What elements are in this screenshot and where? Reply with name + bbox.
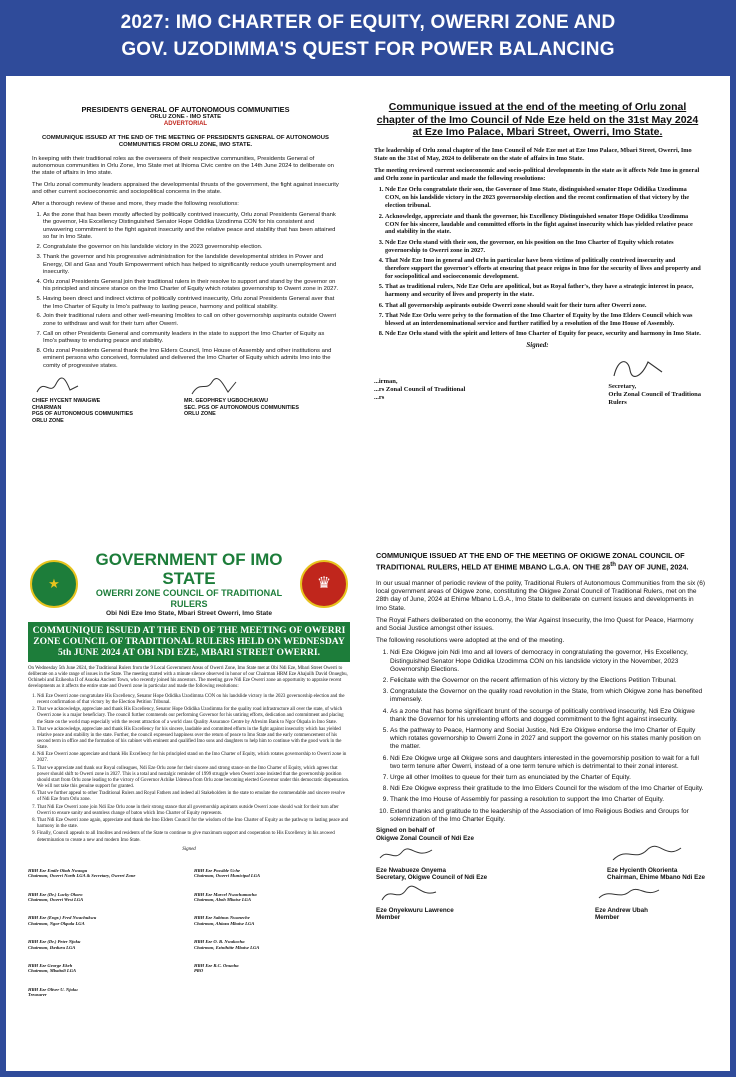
orlu-eze-communique bbox=[360, 95, 715, 537]
signatory-name: HRH Eze Oliver U. Njoku bbox=[28, 986, 78, 992]
signatory-role: Member bbox=[376, 914, 401, 922]
okigwe-para-1: In our usual manner of periodic review of the polity, Traditional Rulers of Autonomous Communities from the six (6) local government areas of Okigwe zone, constituting the Okigwe Zonal Council of Traditional Rulers, met on the 28th day of June, 2024 at Ehime Mbano L.G.A., Imo State to deliberate on current issues and developments in Imo State. bbox=[376, 580, 706, 612]
list-item: 2. That we acknowledge, appreciate and thank His Excellency, Senator Hope Odidika Uzodimma for the quality road infrastructure all over the state, of which Owerri zone is a major beneficiary. The council further commends our performing Governor for his untiring efforts, dedication and commitment and placing the State on the world map especially with the recent attraction of a world class Quality Assurance Centre by Afrexim Bank to Ngor Okpala in Imo State. bbox=[37, 707, 350, 725]
okigwe-heading-text-end: DAY OF JUNE, 2024. bbox=[615, 562, 689, 572]
signature-block bbox=[28, 880, 184, 903]
signatory-zone: ORLU ZONE bbox=[32, 418, 64, 425]
signatory-name: HRH Eze R.C. Onuoha bbox=[194, 962, 239, 968]
signature-block bbox=[376, 844, 487, 882]
signatory-name: HRH Eze O. B. Nwakocha bbox=[194, 939, 245, 945]
signatory-role: SEC. PGS OF AUTONOMOUS COMMUNITIES bbox=[183, 404, 299, 411]
signature-scribble bbox=[608, 356, 668, 380]
list-item: 1. As the zone that has been mostly affected by politically contrived insecurity, Orlu zonal Presidents General thank the governor, His Excellency Distinguished Senator Hope Odidika Uzodinma CON for his consistent and unwavering commitment to the fight against insecurity and the relative peace and stability that has been attained so far in Imo State. bbox=[43, 212, 339, 242]
signatory-org: ...rs bbox=[374, 394, 385, 402]
orlu-pg-para-2: The Orlu zonal community leaders appraised the developmental thrusts of the government, the fight against insecurity and other current socioeconomic and sociopolitical concerns in the state. bbox=[32, 181, 339, 196]
signatory-role: Chairman, Ezinihitte Mbaise LGA bbox=[194, 944, 260, 950]
orlu-pg-title: PRESIDENTS GENERAL OF AUTONOMOUS COMMUNITIES bbox=[81, 105, 290, 114]
owerri-resolutions bbox=[37, 694, 350, 844]
signatory-role: Chairman, Ehime Mbano Ndi Eze bbox=[607, 874, 705, 882]
signatory-role: Chairman, Owerri Municipal LGA bbox=[194, 873, 261, 879]
list-item: 3. That we acknowledge, appreciate and thank His Excellency for his sincere, laudable and committed efforts in the fight against insecurity which has yielded relative peace and stability in the state. Further, the council expressed happiness over the return of peace to Imo State and the early commencement of his second term in office and the formation of his cabinet with eminent and qualified Imo sons and daughters to help him to continue with the good work in the State. bbox=[37, 727, 350, 751]
signatory-name: Eze Nwabueze Onyema bbox=[376, 866, 446, 874]
orlu-eze-heading: Communique issued at the end of the meeting of Orlu zonal chapter of the Imo Council of Nde Eze held on the 31st May 2024 at Eze Imo Palace, Mbari Street, Owerri, Imo State. bbox=[376, 101, 699, 139]
signatory-role: Treasurer bbox=[28, 992, 47, 998]
gov-letterhead-text bbox=[78, 550, 300, 618]
owerri-intro: On Wednesday 5th June 2024, the Traditional Rulers from the 9 Local Government Areas of Owerri Zone, Imo State met at Obi Ndi Eze, Mbari Street Owerri to deliberate on a wide range of issues in the State. The meeting started with a minute silence observed in honor of our Chairman HRM Eze Ahajuilh David Onuegbu, Ochinebi and Ezikeoha II of Asuoka Ancient Town, who recently joined his ancestors. The meeting gave Ndi Eze Owerri zone an opportunity to appraise recent developments as it affects the entire state and Owerri zone in particular and made the following resolutions: bbox=[28, 665, 348, 689]
list-item: 8. Nde Eze Orlu stand with the spirit and letters of Imo Charter of Equity for peace, security and harmony in Imo State. bbox=[385, 330, 701, 338]
list-item: 6. Ndi Eze Okigwe urge all Okigwe sons and daughters interested in the governorship position to wait for a full two term tenure after Owerri, instead of a one term tenure which is detrimental to their zonal interest. bbox=[390, 755, 705, 771]
orlu-pg-subtitle: ORLU ZONE - IMO STATE bbox=[149, 114, 222, 120]
list-item: 8. That Ndi Eze Owerri zone again, appreciate and thank the Imo Elders Council for the wisdom of the Imo Charter of Equity as the pathway to lasting peace and harmony in the state. bbox=[37, 818, 350, 830]
signatory-org: Orlu Zonal Council of Traditiona bbox=[608, 391, 701, 399]
signature-block bbox=[194, 856, 350, 879]
signatory-name: HRH Eze Marcel Nwachumacha bbox=[194, 891, 257, 897]
signature-block bbox=[28, 856, 184, 879]
okigwe-para-3: The following resolutions were adopted at the end of the meeting. bbox=[376, 637, 565, 645]
signature-block bbox=[374, 356, 465, 407]
okigwe-para-2: The Royal Fathers deliberated on the economy, the War Against Insecurity, the Imo Quest for Peace, Harmony and Social Justice amongst other issues. bbox=[376, 616, 694, 633]
list-item: 7. Urge all other Imolites to queue for their turn as enunciated by the Charter of Equity. bbox=[390, 774, 705, 782]
headline-line-1: 2027: IMO CHARTER OF EQUITY, OWERRI ZONE AND bbox=[120, 12, 616, 33]
list-item: 6. That all governorship aspirants outside Owerri zone should wait for their turn after Owerri zone. bbox=[385, 302, 701, 310]
gov-address: Obi Ndi Eze Imo State, Mbari Street Owerri, Imo State bbox=[106, 610, 272, 617]
signature-block bbox=[194, 927, 350, 950]
okigwe-heading-text: COMMUNIQUE ISSUED AT THE END OF THE MEETING OF OKIGWE ZONAL COUNCIL OF TRADITIONAL RULERS, HELD AT EHIME MBANO L.G.A. ON THE 28 bbox=[376, 551, 685, 572]
orlu-pg-heading: COMMUNIQUE ISSUED AT THE END OF THE MEETING OF PRESIDENTS GENERAL OF AUTONOMOUS COMMUNITIES FROM ORLU ZONE, IMO STATE. bbox=[42, 134, 329, 149]
gov-title: GOVERNMENT OF IMO STATE bbox=[95, 550, 283, 588]
list-item: 5. As the pathway to Peace, Harmony and Social Justice, Ndi Eze Okigwe endorse the Imo Charter of Equity which rotates governorship to Owerri Zone in 2027 and support the governor on his states manly position on the matter. bbox=[390, 727, 705, 752]
orlu-pg-para-1: In keeping with their traditional roles as the overseers of their respective communities, Presidents General of autonomous communities in Orlu Zone, Imo State met at Ihioma Civic centre on the 14th June 2024 to deliberate on the state of affairs in Imo state. bbox=[32, 155, 334, 177]
signatory-name: HRH Eze (Dr.) Lucky Okoro bbox=[28, 891, 83, 897]
signed-label: Signed: bbox=[526, 341, 549, 350]
signature-scribble bbox=[607, 844, 687, 864]
headline-banner bbox=[0, 0, 736, 76]
list-item: 4. Ndi Eze Owerri zone appreciate and thank His Excellency for his principled stand on the Imo Charter of Equity, which rotates governorship to Owerri zone in 2027. bbox=[37, 752, 350, 764]
signatory-zone: ORLU ZONE bbox=[183, 411, 216, 418]
list-item: 7. That Nde Eze Orlu were privy to the formation of the Imo Charter of Equity by the Imo Elders Council which was blessed at an interdenominational service and further ratified by a resolution of the Imo House of Assembly. bbox=[385, 312, 701, 328]
owerri-communique bbox=[24, 548, 354, 1068]
list-item: 6. That we further appeal to other Traditional Rulers and Royal Fathers and indeed all Stakeholders in the state to emulate the commendable and sincere resolve of Ndi Eze from Orlu zone. bbox=[37, 791, 350, 803]
signatory-role: Chairman, Owerri West LGA bbox=[28, 896, 84, 902]
signatory-role: CHAIRMAN bbox=[32, 404, 62, 411]
signature-scribble bbox=[32, 376, 92, 398]
signature-block bbox=[194, 951, 350, 974]
orlu-pg-signatures bbox=[32, 376, 339, 424]
signatory-name: HRH Eze Possible Uche bbox=[194, 867, 241, 873]
signatory-name: Eze Onyekwuru Lawrence bbox=[376, 906, 454, 914]
signatory-name: Eze Hycienth Okorienta bbox=[607, 866, 678, 874]
signatory-org: ...rs Zonal Council of Traditional bbox=[374, 386, 466, 394]
signatory-role: PRO bbox=[194, 968, 204, 974]
owerri-heading: COMMUNIQUE ISSUED AT THE END OF THE MEETING OF OWERRI ZONE COUNCIL OF TRADITIONAL RULERS HELD ON WEDNESDAY 5th JUNE 2024 AT OBI NDI EZE, MBARI STREET OWERRI. bbox=[28, 622, 350, 662]
orlu-presidents-communique bbox=[24, 95, 347, 537]
signature-block bbox=[28, 951, 184, 974]
signature-block bbox=[376, 884, 454, 922]
okigwe-resolutions bbox=[390, 649, 705, 824]
orlu-pg-resolutions bbox=[43, 212, 339, 370]
list-item: 5. That as traditional rulers, Nde Eze Orlu are apolitical, but as Royal father's, they have a strategic interest in peace, harmony and security of lives and property in the state. bbox=[385, 283, 701, 299]
signed-on-behalf: Signed on behalf of bbox=[376, 827, 435, 835]
gov-letterhead bbox=[28, 548, 350, 620]
signatory-role: Chairman, Ikeduru LGA bbox=[28, 944, 76, 950]
signatory-role: Chairman, Owerri North LGA & Secretary, Owerri Zone bbox=[28, 873, 136, 879]
signature-row bbox=[376, 884, 705, 922]
list-item: 9. Finally, Council appeals to all Imolites and residents of the State to continue to give maximum support and cooperation to His Excellency in his avowed determination to create a new and modern Imo State. bbox=[37, 831, 350, 843]
signed-label: Signed bbox=[182, 846, 196, 852]
signatory-role: Chairman, Mbaitoli LGA bbox=[28, 968, 77, 974]
list-item: 7. That Ndi Eze Owerri zone join Ndi Eze Orlu zone in their strong stance that all governorship aspirants outside Owerri zone should wait for their turn after Owerri to ensure sanity and seamless change of baton which Imo Charter of Equity represents. bbox=[37, 805, 350, 817]
signatory-role: Member bbox=[595, 914, 620, 922]
signatory-role: Secretary, Okigwe Council of Ndi Eze bbox=[376, 874, 488, 882]
okigwe-signatures bbox=[376, 827, 705, 922]
signature-scribble bbox=[376, 844, 446, 864]
signature-block bbox=[607, 844, 705, 882]
signature-block bbox=[194, 880, 350, 903]
list-item: 2. Acknowledge, appreciate and thank the governor, his Excellency Distinguished senator Hope Odidika Uzodimma CON for his sincere, laudable and committed efforts in the fight against insecurity which has yielded relative peace and stability in the state. bbox=[385, 213, 701, 237]
signatory-name: HRH Eze Emile Obah Nwaogu bbox=[28, 867, 88, 873]
orlu-eze-signatures bbox=[374, 356, 701, 407]
signature-block bbox=[28, 927, 184, 950]
crown-emblem-icon: ♛ bbox=[300, 560, 348, 608]
signature-scribble bbox=[184, 376, 244, 398]
orlu-eze-intro: The leadership of Orlu zonal chapter of the Imo Council of Nde Eze met at Eze Imo Palace, Mbari Street, Owerri, Imo State on the 31st of May, 2024 to deliberate on the state of affairs in Imo State. bbox=[374, 146, 692, 162]
signatory-role: Chairman, Ahiazu Mbaise LGA bbox=[194, 920, 255, 926]
list-item: 1. Ndi Eze Owerri zone congratulate His Excellency, Senator Hope Odidika Uzodimma CON on his landslide victory in the 2023 governorship election and the recent confirmation of that victory by the Election Petition Tribunal. bbox=[37, 694, 350, 706]
list-item: 9. Thank the Imo House of Assembly for passing a resolution to support the Imo Charter of Equity. bbox=[390, 796, 705, 804]
list-item: 6. Join their traditional rulers and other well-meaning Imolites to call on other governorship aspirants outside Owerri zone to withdraw and wait for their turn after Owerri. bbox=[43, 313, 339, 328]
gov-subtitle: OWERRI ZONE COUNCIL OF TRADITIONAL RULERS bbox=[95, 588, 283, 609]
advertorial-tag: ADVERTORIAL bbox=[163, 121, 208, 128]
signatory-role: Chairman, Ngor Okpala LGA bbox=[28, 920, 85, 926]
signatory-role: Secretary, bbox=[608, 383, 637, 391]
signature-block bbox=[28, 903, 184, 926]
list-item: 5. Having been direct and indirect victims of politically contrived insecurity, Orlu zonal Presidents General aver that the Imo Charter of Equity is Imo's pathway to lasting peace, harmony and political stability. bbox=[43, 296, 339, 311]
okigwe-communique bbox=[366, 548, 715, 1068]
headline-line-2: GOV. UZODIMMA'S QUEST FOR POWER BALANCING bbox=[121, 39, 615, 60]
signature-block bbox=[595, 884, 665, 922]
signature-block bbox=[194, 903, 350, 926]
signatory-name: MR. GEOPHREY UGBOCHUKWU bbox=[183, 398, 269, 405]
list-item: 1. Ndi Eze Okigwe join Ndi Imo and all lovers of democracy in congratulating the governor, His Excellency, Distinguished Senator Hope Odidika Uzodimma CON on his landslide victory in the November, 2023 Governorship Elections. bbox=[390, 649, 705, 674]
signatory-name: HRH Eze George Ekeh bbox=[28, 962, 73, 968]
okigwe-heading bbox=[376, 552, 705, 572]
list-item: 7. Call on other Presidents General and community leaders in the state to support the Imo Charter of Equity as Imo's pathway to enduring peace and stability. bbox=[43, 331, 339, 346]
signatory-name: HRH Eze Sabinus Nwaneche bbox=[194, 915, 250, 921]
owerri-signatures bbox=[28, 856, 350, 998]
list-item: 3. Nde Eze Orlu stand with their son, the governor, on his position on the Imo Charter of Equity which rotates governorship to Owerri zone in 2027. bbox=[385, 239, 701, 255]
list-item: 10. Extend thanks and gratitude to the leadership of the Association of Imo Religious Bodies and Groups for solemnization of the Imo Charter Equity. bbox=[390, 808, 705, 824]
okigwe-heading-sup: th bbox=[610, 560, 616, 568]
signature-block bbox=[28, 975, 184, 998]
list-item: 3. Congratulate the Governor on the quality road revolution in the State, from which Okigwe zone has benefited immensely. bbox=[390, 688, 705, 704]
signature-block bbox=[608, 356, 701, 407]
signatory-name: Eze Andrew Ubah bbox=[595, 906, 648, 914]
signatory-org: Rulers bbox=[608, 399, 627, 407]
list-item: 2. Felicitate with the Governor on the recent affirmation of his victory by the Elections Petition Tribunal. bbox=[390, 677, 705, 685]
list-item: 4. That Nde Eze Imo in general and Orlu in particular have been victims of politically contrived insecurity and therefore support the governor's efforts at ensuring that peace reigns in Imo for the security of lives and property and for sociopolitical and socioeconomic development. bbox=[385, 257, 701, 281]
signed-org: Okigwe Zonal Council of Ndi Eze bbox=[376, 834, 474, 842]
list-item: 3. Thank the governor and his progressive administration for the landslide developmental strides in Power and Energy, Oil and Gas and Youth Empowerment which has helped to significantly reduce youth unemployment and insecurity. bbox=[43, 254, 339, 276]
signatory-role: Chairman, Aboh Mbaise LGA bbox=[194, 896, 252, 902]
imo-seal-icon: ★ bbox=[30, 560, 78, 608]
signatory-org: PGS OF AUTONOMOUS COMMUNITIES bbox=[32, 411, 133, 418]
orlu-eze-intro-2: The meeting reviewed current socioeconomic and socio-political developments in the state as it affects Nde Imo in general and Orlu zone in particular and made the following resolutions: bbox=[374, 166, 700, 182]
orlu-eze-resolutions bbox=[385, 186, 701, 338]
signature-block bbox=[32, 376, 133, 424]
list-item: 4. As a zone that has borne significant brunt of the scourge of politically contrived insecurity, Ndi Eze Okigwe thank the Governor for his unrelenting efforts and dogged commitment to the fight against insecurity. bbox=[390, 708, 705, 724]
signature-row bbox=[376, 844, 705, 882]
list-item: 4. Orlu zonal Presidents General join their traditional rulers in their resolve to support and stand by the governor on his principled and sincere stance on the Imo Charter of Equity which rotates governorship to Owerri zone in 2027. bbox=[43, 279, 339, 294]
list-item: 8. Ndi Eze Okigwe express their gratitude to the Imo Elders Council for the wisdom of the Imo Charter of Equity. bbox=[390, 785, 705, 793]
signature-scribble bbox=[376, 884, 446, 904]
signature-block bbox=[184, 376, 299, 424]
signatory-name: HRH Eze (Engr.) Fred Nwachukwu bbox=[28, 915, 97, 921]
list-item: 2. Congratulate the governor on his landslide victory in the 2023 governorship election. bbox=[43, 244, 339, 251]
orlu-pg-para-3: After a thorough review of these and more, they made the following resolutions: bbox=[32, 200, 239, 207]
signatory-name: CHIEF HYCENT NWAIGWE bbox=[32, 398, 101, 405]
signatory-role: ...irman, bbox=[374, 378, 398, 386]
signatory-name: HRH Eze (Dr.) Peter Njoku bbox=[28, 939, 81, 945]
list-item: 8. Orlu zonal Presidents General thank the Imo Elders Council, Imo House of Assembly and other institutions and eminent persons who conceived, formulated and delivered the Imo Charter of Equity which admits Imo into the comity of progressive states. bbox=[43, 348, 339, 370]
signature-scribble bbox=[595, 884, 665, 904]
list-item: 1. Nde Eze Orlu congratulate their son, the Governor of Imo State, distinguished senator Hope Odidika Uzodimma CON, on his landslide victory in the 2023 governorship election and the recent confirmation of that victory by the election tribunal. bbox=[385, 186, 701, 210]
list-item: 5. That we appreciate and thank our Royal colleagues, Ndi Eze Orlu zone for their sincere and strong stance on the Imo Charter of Equity, which agrees that power should shift to Owerri zone in 2027. This is a total and nostalgic reminder of 1999 struggle when Owerri zone insisted that the governorship position should start from Orlu zone leading to the victory of Governor Achike Udenwa from Orlu zone becoming elected Governor under this democratic dispensation. We will not take this genuine support for granted. bbox=[37, 766, 350, 790]
